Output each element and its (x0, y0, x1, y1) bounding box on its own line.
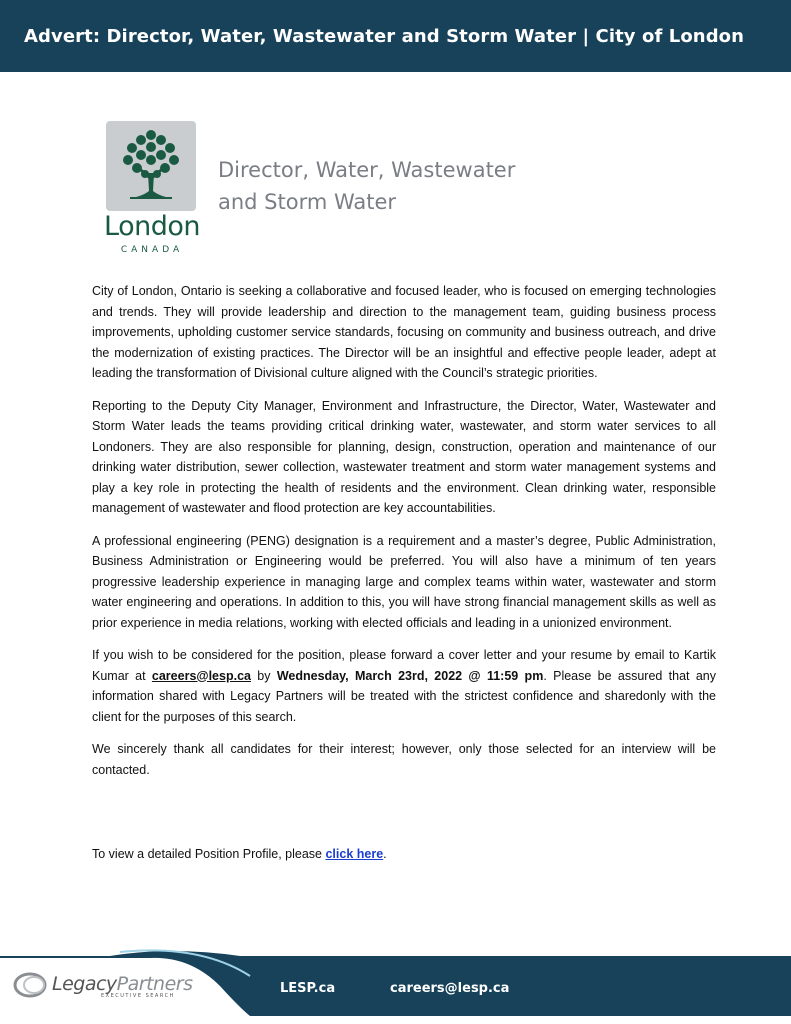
logo-wordmark: London (104, 211, 200, 242)
position-title (218, 154, 515, 218)
profile-line (92, 847, 387, 861)
london-logo (106, 121, 196, 211)
paragraph-requirements: A professional engineering (PENG) designation is a requirement and a master’s degree, Public Administration, Business Administration or Engineering would be preferred. You will also have a minimum of ten years progressive leadership experience in managing large and complex teams within water, wastewater and storm water engineering and operations. In addition to this, you will have strong financial management skills as well as prior experience in media relations, working with elected officials and leading in a unionized environment. (92, 533, 716, 630)
position-title-line2: and Storm Water (218, 190, 397, 214)
logo-subtitle: CANADA (120, 245, 184, 255)
page-title: Advert: Director, Water, Wastewater and Storm Water | City of London (24, 26, 745, 47)
click-here-link[interactable]: click here (325, 847, 384, 861)
legacy-partners-logo (52, 973, 192, 995)
deadline: Wednesday, March 23rd, 2022 @ 11:59 pm (276, 668, 544, 683)
paragraph-reporting: Reporting to the Deputy City Manager, Environment and Infrastructure, the Director, Water, Wastewater and Storm Water leads the teams providing critical drinking water, wastewater, and storm water services to all Londoners. They are also responsible for planning, design, construction, operation and maintenance of our drinking water distribution, sewer collection, wastewater treatment and storm water management systems and play a key role in protecting the health of residents and the environment. Clean drinking water, responsible management of wastewater and flood protection are key accountabilities. (92, 398, 716, 515)
footer-email-link[interactable]: careers@lesp.ca (390, 981, 510, 996)
legacy-partners-swirl-icon (12, 970, 52, 1000)
brand-partners: Partners (116, 973, 193, 995)
apply-text-3: . Please be assured that any information shared with Legacy Partners will be treated with the strictest confidence and sharedonly with the client for the purposes of this search. (92, 668, 717, 724)
profile-text: To view a detailed Position Profile, please (92, 847, 326, 861)
advert-body (92, 281, 716, 792)
paragraph-apply (92, 645, 716, 727)
paragraph-intro: City of London, Ontario is seeking a collaborative and focused leader, who is focused on emerging technologies and trends. They will provide leadership and direction to the management team, guiding business process improvements, upholding customer service standards, focusing on community and business outreach, and drive the modernization of existing practices. The Director will be an insightful and effective people leader, adept at leading the transformation of Divisional culture aligned with the Council’s strategic priorities. (92, 284, 716, 380)
header-bar (0, 0, 791, 72)
tree-icon (116, 127, 186, 207)
apply-text-2: by (250, 668, 277, 683)
position-title-line1: Director, Water, Wastewater (218, 158, 516, 182)
brand-subtitle: EXECUTIVE SEARCH (101, 993, 175, 999)
profile-end: . (383, 847, 387, 861)
email-link[interactable]: careers@lesp.ca (151, 668, 251, 683)
website-link[interactable]: LESP.ca (280, 981, 336, 996)
paragraph-thanks: We sincerely thank all candidates for their interest; however, only those selected for an interview will be contacted. (92, 742, 716, 777)
apply-text-1: If you wish to be considered for the position, please forward a cover letter and your resume by email to Kartik Kumar at (92, 648, 716, 683)
brand-legacy: Legacy (52, 973, 117, 995)
